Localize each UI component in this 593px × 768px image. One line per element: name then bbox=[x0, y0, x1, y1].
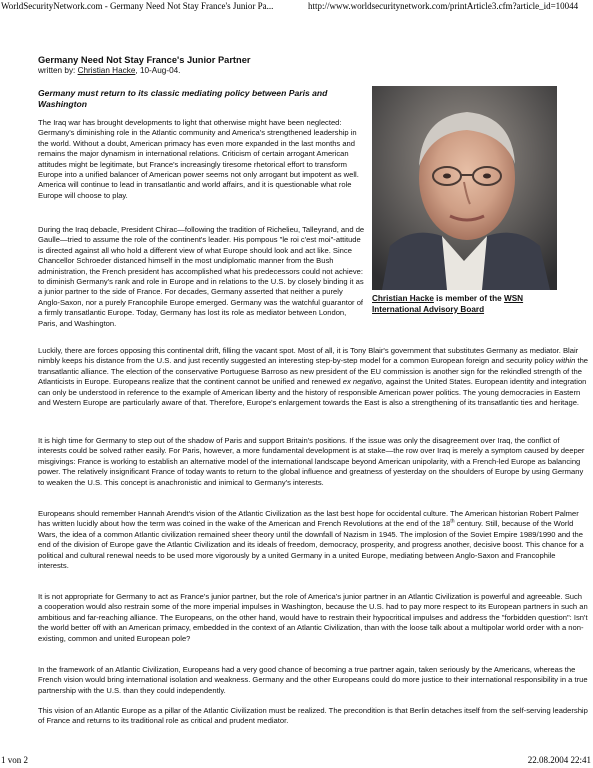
print-timestamp: 22.08.2004 22:41 bbox=[527, 755, 591, 765]
paragraph-8 bbox=[38, 706, 588, 727]
p5-part-b: century. Still, because of the World Wars, the idea of a common Atlantic civilization remained sheer theory until the downfall of Nazism in 1945. The implosion of the Soviet Empire 1989/1990 and the end of the division of Europe gave the Atlantic Civilization and its ideals of freedom, democracy, prosperity, and progress another, decisive boost. This chance for a political and cultural renewal needs to be used more vigorously by a united Germany in a united Europe, mediating between Anglo-Saxon and Francophile interests. bbox=[38, 519, 584, 571]
p5-part-a: Europeans should remember Hannah Arendt's vision of the Atlantic Civilization as the last best hope for occidental culture. The American historian Robert Palmer has written lucidly about how the term was coined in the wake of the American and French Revolutions at the end of the 18 bbox=[38, 509, 579, 529]
paragraph-4-text: It is high time for Germany to step out of the shadow of Paris and support Britain's positions. If the issue was only the disagreement over Iraq, the conflict of interests could be solved rather easily. For Paris, however, a more fundamental development is at stake—the row over Iraq is merely a symptom caused by deeper misgivings: France is working to establish an alternative model of the international landscape beyond American unipolarity, with a French-led Europe as balancing power. The relatively insignificant France of today wants to return to the global influence and greatness of yesterday on the shoulders of Europe by using Germany to weaken the U.S. This concept is anachronistic and inimical to Germany's interests. bbox=[38, 436, 585, 487]
paragraph-2-text: During the Iraq debacle, President Chirac—following the tradition of Richelieu, Talleyrand, and de Gaulle—tried to assume the role of the continent's leader. His pompous "le roi c'est moi"-attitude is directed against all who hold a different view of what Europe should look and act like. Since Chancellor Schroeder distanced himself in the most undiplomatic manner from the Bush administration, the French president has accomplished what his predecessors could not achieve: to diminish Germany's rank and role in Europe and in relations to the U.S. by closely binding it as a junior partner to the side of France. For decades, Germany asserted that neither a purely Anglo-Saxon, nor a purely Francophile Europe emerged. Germany was the watchful guarantor of a firmly transatlantic Europe. Today, Germany has lost its role as mediator between London, Paris, and Washington. bbox=[38, 225, 365, 328]
p3-part-b: the transatlantic alliance. The election of the conservative Portuguese Barroso as new president of the EU commission is another sign for the rekindled strength of the Atlanticists in Europe. Europeans realize that the continent cannot be unified and renewed bbox=[38, 356, 589, 387]
caption-org-link[interactable]: WSN International Advisory Board bbox=[372, 294, 524, 314]
paragraph-5-text bbox=[38, 509, 588, 571]
print-header-url: http://www.worldsecuritynetwork.com/printArticle3.cfm?article_id=10044 bbox=[308, 1, 579, 11]
author-portrait bbox=[372, 86, 557, 290]
p3-part-c: against the United States. European identity and integration can only be understood in reference to the example of American liberty and the history of responsible American power politics. The young democracies in Eastern and Western Europe are particularly aware of that. Therefore, Europe's enlargement towards the East is also a strengthening of its transatlantic ties and heritage. bbox=[38, 377, 587, 408]
paragraph-3 bbox=[38, 346, 588, 408]
byline-prefix: written by: bbox=[38, 66, 78, 75]
caption-author-link[interactable]: Christian Hacke bbox=[372, 294, 434, 303]
p5-superscript: th bbox=[450, 518, 455, 525]
paragraph-3-text bbox=[38, 346, 588, 408]
author-link[interactable]: Christian Hacke bbox=[77, 66, 136, 75]
paragraph-1-text: The Iraq war has brought developments to light that otherwise might have been neglected: Germany's diminishing role in the Atlantic community and America's strengthened leadership in the world. Without a doubt, American primacy has even more expanded in the last months and remains the major dynamism in international relations. Criticism of certain arrogant American attitudes might be legitimate, but France's increasingly tiresome rhetorical effort to transform Europe into a unified balancer of American power seems not only arrogant but impotent as well. America will continue to lead in transatlantic and world affairs, and it is questionable what role Europe will choose to play. bbox=[38, 118, 359, 200]
page-number: 1 von 2 bbox=[1, 755, 28, 765]
byline bbox=[38, 65, 180, 76]
print-header bbox=[0, 0, 593, 12]
paragraph-4 bbox=[38, 436, 588, 488]
paragraph-8-text: This vision of an Atlantic Europe as a pillar of the Atlantic Civilization must be realized. The precondition is that Berlin detaches itself from the self-serving leadership of France and returns to its traditional role as critical and prudent mediator. bbox=[38, 706, 588, 726]
p3-emphasis-within: within bbox=[555, 356, 576, 366]
paragraph-2 bbox=[38, 225, 365, 329]
paragraph-6-text: It is not appropriate for Germany to act as France's junior partner, but the role of America's junior partner in an Atlantic Civilization is powerful and agreeable. Such a cooperation would also restrain some of the more imperial impulses in Washington, because the U.S. had to pay more respect to its European partners in such an ambitious and far-reaching alliance. The Europeans, on the other hand, would have to restrain their hypocritical impulses and address the "forbidden question": Isn't the world better off with an American primacy, embedded in the context of an Atlantic Civilization, than with the loose talk about a multipolar world order with a non-existing, common and united European pole? bbox=[38, 592, 588, 643]
print-header-title: WorldSecurityNetwork.com - Germany Need Not Stay France's Junior Pa... bbox=[1, 1, 274, 11]
print-footer bbox=[0, 754, 593, 766]
paragraph-6 bbox=[38, 592, 588, 644]
p3-part-a: Luckily, there are forces opposing this continental drift, filling the vacant spot. Most of all, it is Tony Blair's government that substitutes Germany as mediator. Blair nimbly keeps his distance from the U.S. and just recently suggested an interesting step-by-step model for a common European foreign and security policy bbox=[38, 346, 579, 366]
paragraph-7 bbox=[38, 665, 588, 696]
photo-caption bbox=[372, 294, 562, 315]
caption-text: is member of the bbox=[433, 294, 504, 303]
article-date: , 10-Aug-04. bbox=[135, 66, 181, 75]
article-title: Germany Need Not Stay France's Junior Partner bbox=[38, 55, 251, 65]
p3-emphasis-ex-negativo: ex negativo, bbox=[342, 377, 384, 387]
author-photo bbox=[372, 86, 557, 290]
paragraph-1 bbox=[38, 118, 365, 201]
paragraph-7-text: In the framework of an Atlantic Civilization, Europeans had a very good chance of becoming a true partner again, taken seriously by the Americans, whereas the French vision would bring international isolation and weakness. Germany and the other Europeans could do more justice to their international responsibility in a true partnership with the U.S. than they could independently. bbox=[38, 665, 588, 695]
paragraph-5 bbox=[38, 509, 588, 571]
article-subhead: Germany must return to its classic mediating policy between Paris and Washington bbox=[38, 88, 328, 109]
